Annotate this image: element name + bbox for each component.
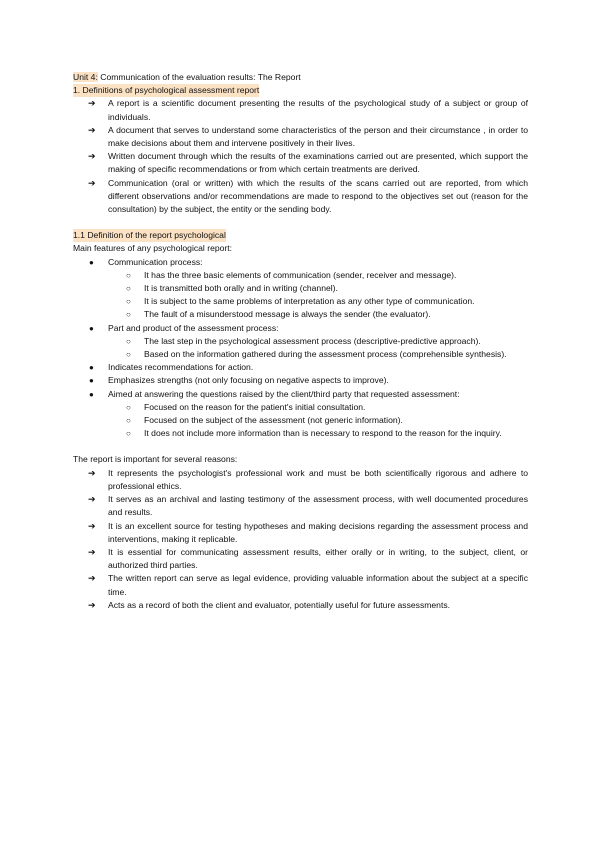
circle-icon: ○ [126, 416, 131, 426]
circle-icon: ○ [126, 402, 131, 412]
section1-heading: 1. Definitions of psychological assessment report [73, 84, 259, 97]
arrow-icon: ➔ [88, 124, 96, 135]
list-item: ○ It does not include more information than is necessary to respond to the reason for the inquiry. [73, 427, 528, 440]
list-item: ● Emphasizes strengths (not only focusing on negative aspects to improve). [73, 374, 528, 387]
unit-title-text: Communication of the evaluation results: The Report [97, 72, 301, 82]
arrow-icon: ➔ [88, 546, 96, 557]
arrow-icon: ➔ [88, 467, 96, 478]
list-item: ➔ It serves as an archival and lasting testimony of the assessment process, with well documented procedures and results. [88, 494, 528, 518]
bullet-icon: ● [89, 363, 94, 373]
list-item: ● Part and product of the assessment process: [73, 322, 528, 335]
list-item: ➔ It represents the psychologist's professional work and must be both scientifically rigorous and adhere to professional ethics. [88, 467, 528, 491]
list-item: ○ The last step in the psychological assessment process (descriptive-predictive approach). [73, 335, 528, 348]
list-item: ○ Focused on the subject of the assessment (not generic information). [73, 414, 528, 427]
definitions-list [73, 97, 528, 216]
list-item: ➔ Acts as a record of both the client and evaluator, potentially useful for future assessments. [73, 599, 528, 612]
arrow-icon: ➔ [88, 98, 96, 109]
circle-icon: ○ [126, 270, 131, 280]
list-item: ● Communication process: [73, 256, 528, 269]
list-item: ○ The fault of a misunderstood message is always the sender (the evaluator). [73, 308, 528, 321]
communication-sub-list [73, 269, 528, 322]
arrow-icon: ➔ [88, 573, 96, 584]
list-item: ○ It is transmitted both orally and in writing (channel). [73, 282, 528, 295]
section11-heading: 1.1 Definition of the report psychological [73, 229, 226, 242]
list-item: ➔ A document that serves to understand some characteristics of the person and their circumstance , in order to make decisions about them and intervene positively in their lives. [88, 124, 528, 149]
bullet-icon: ● [89, 389, 94, 399]
list-item: ➔ A report is a scientific document presenting the results of the psychological study of a subject or group of individuals. [88, 98, 528, 122]
list-item: ● Indicates recommendations for action. [73, 361, 528, 374]
list-item: ➔ The written report can serve as legal evidence, providing valuable information about the subject at a specific time. [88, 573, 528, 597]
bullet-icon: ● [89, 323, 94, 333]
arrow-icon: ➔ [88, 177, 96, 188]
unit-title [73, 71, 528, 84]
part-product-sub-list [73, 335, 528, 361]
list-item: ○ It is subject to the same problems of interpretation as any other type of communication. [73, 295, 528, 308]
list-item: ● Aimed at answering the questions raised by the client/third party that requested assessment: [73, 388, 528, 401]
circle-icon: ○ [126, 284, 131, 294]
circle-icon: ○ [126, 336, 131, 346]
list-item: ○ It has the three basic elements of communication (sender, receiver and message). [73, 269, 528, 282]
aimed-sub-list [73, 401, 528, 441]
importance-list [73, 467, 528, 612]
bullet-icon: ● [89, 257, 94, 267]
circle-icon: ○ [126, 310, 131, 320]
arrow-icon: ➔ [88, 520, 96, 531]
arrow-icon: ➔ [88, 494, 96, 505]
list-item: ➔ Written document through which the results of the examinations carried out are presented, which support the making of specific recommendations or from which certain treatments are derived. [88, 151, 528, 175]
main-features-intro: Main features of any psychological report: [73, 243, 233, 254]
circle-icon: ○ [126, 429, 131, 439]
list-item: ➔ Communication (oral or written) with which the results of the scans carried out are reported, from which different observations and/or recommendations are made to respond to the objectives set out (reason for the consultation) by the subject, the entity or the sending body. [88, 177, 528, 215]
features-list [73, 256, 528, 269]
circle-icon: ○ [126, 297, 131, 307]
unit-label: Unit 4: [73, 72, 98, 82]
arrow-icon: ➔ [88, 599, 96, 610]
arrow-icon: ➔ [88, 151, 96, 162]
circle-icon: ○ [126, 350, 131, 360]
list-item: ➔ It is an excellent source for testing hypotheses and making decisions regarding the assessment process and interventions, making it replicable. [88, 520, 528, 544]
list-item: ○ Focused on the reason for the patient's initial consultation. [73, 401, 528, 414]
list-item: ➔ It is essential for communicating assessment results, either orally or in writing, to the subject, client, or authorized third parties. [88, 546, 528, 571]
bullet-icon: ● [89, 376, 94, 386]
list-item: ○ Based on the information gathered during the assessment process (comprehensible synthesis). [73, 348, 528, 361]
important-intro: The report is important for several reasons: [73, 454, 238, 465]
